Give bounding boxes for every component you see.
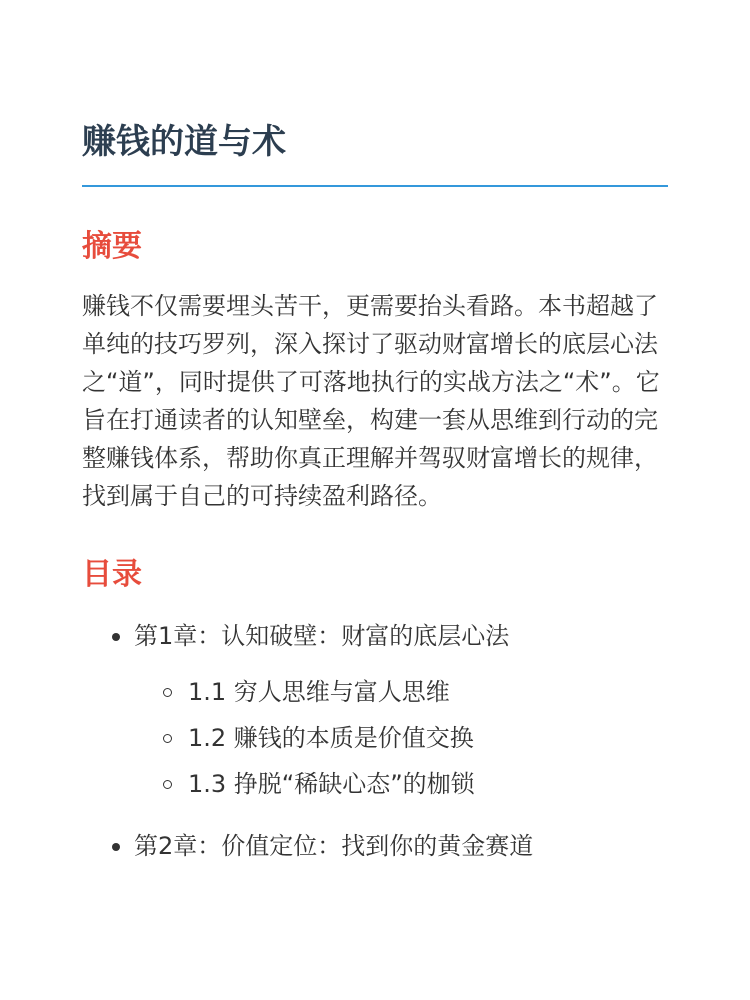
circle-bullet-icon	[163, 780, 172, 789]
circle-bullet-icon	[163, 734, 172, 743]
abstract-heading: 摘要	[82, 229, 142, 264]
toc-heading: 目录	[82, 557, 142, 592]
abstract-text: 赚钱不仅需要埋头苦干，更需要抬头看路。本书超越了单纯的技巧罗列，深入探讨了驱动财富增长的底层心法之“道”，同时提供了可落地执行的实战方法之“术”。它旨在打通读者的认知壁垒，构建一套从思维到行动的完整赚钱体系，帮助你真正理解并驾驭财富增长的规律，找到属于自己的可持续盈利路径。	[82, 292, 660, 510]
toc-section-label: 1.2 赚钱的本质是价值交换	[188, 724, 474, 752]
toc-section-label: 1.1 穷人思维与富人思维	[188, 678, 450, 706]
page-title: 赚钱的道与术	[82, 122, 286, 162]
toc-section-item	[134, 761, 668, 807]
toc-chapter-2	[82, 829, 668, 863]
toc-chapter-label: 第2章：价值定位：找到你的黄金赛道	[134, 832, 534, 860]
title-divider	[82, 185, 668, 187]
toc-section-list	[134, 669, 668, 807]
table-of-contents	[82, 619, 668, 863]
toc-section-item	[134, 669, 668, 715]
toc-chapter-1	[82, 619, 668, 807]
bullet-icon	[112, 633, 120, 641]
toc-chapter-label: 第1章：认知破壁：财富的底层心法	[134, 622, 510, 650]
toc-section-label: 1.3 挣脱“稀缺心态”的枷锁	[188, 770, 475, 798]
toc-section-item	[134, 715, 668, 761]
bullet-icon	[112, 843, 120, 851]
circle-bullet-icon	[163, 688, 172, 697]
